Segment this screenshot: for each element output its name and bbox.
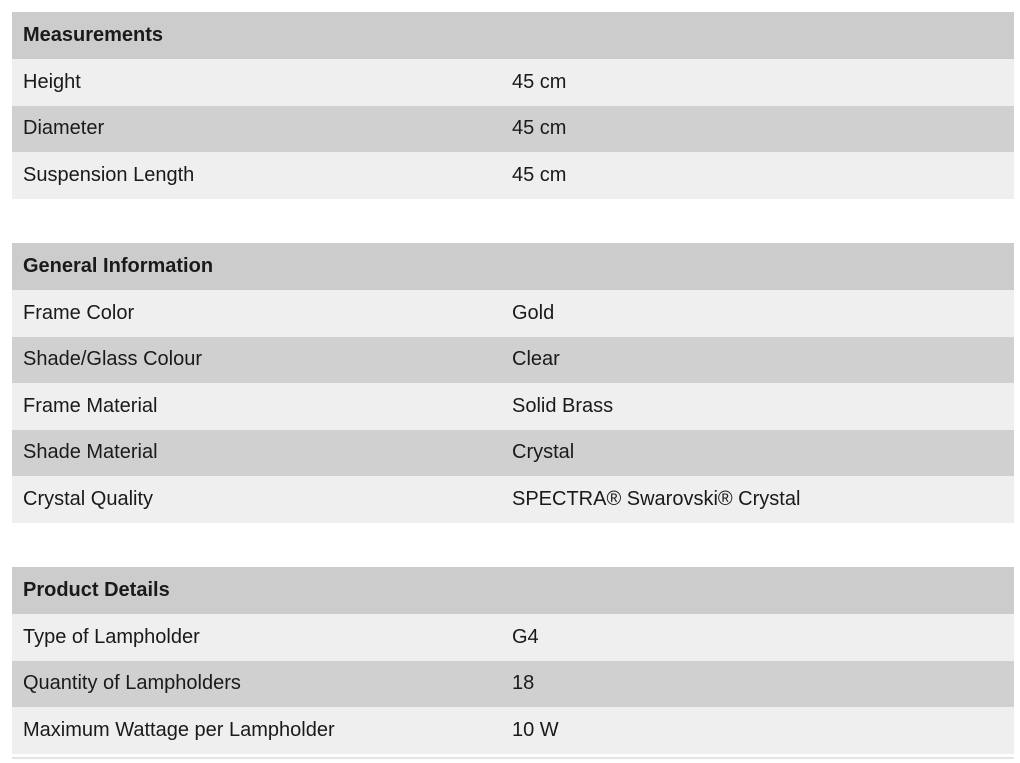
table-row: [12, 476, 1014, 523]
row-label: Height: [23, 70, 81, 93]
bottom-divider: [12, 757, 1014, 759]
row-value: Crystal: [512, 441, 575, 464]
row-label: Quantity of Lampholders: [23, 672, 241, 695]
row-label: Maximum Wattage per Lampholder: [23, 718, 335, 741]
row-label: Shade Material: [23, 441, 158, 464]
row-value: 45 cm: [512, 70, 567, 93]
table-row: [12, 383, 1014, 430]
row-label: Frame Color: [23, 301, 135, 324]
row-value: 18: [512, 672, 535, 695]
row-value: SPECTRA® Swarovski® Crystal: [512, 487, 801, 510]
row-label: Diameter: [23, 117, 105, 140]
table-row: [12, 59, 1014, 106]
general-information-table: [12, 243, 1014, 523]
row-value: Gold: [512, 301, 555, 324]
table-row: [12, 707, 1014, 754]
table-row: [12, 337, 1014, 384]
row-value: Solid Brass: [512, 394, 614, 417]
row-value: 10 W: [512, 718, 559, 741]
row-label: Suspension Length: [23, 163, 195, 186]
row-value: G4: [512, 625, 539, 648]
row-value: 45 cm: [512, 117, 567, 140]
table-row: [12, 614, 1014, 661]
table-row: [12, 152, 1014, 199]
product-details-table: [12, 567, 1014, 754]
section-header: General Information: [12, 243, 1014, 290]
table-row: [12, 290, 1014, 337]
row-label: Crystal Quality: [23, 487, 154, 510]
measurements-table: [12, 12, 1014, 199]
table-row: [12, 430, 1014, 477]
section-header: Measurements: [12, 12, 1014, 59]
row-label: Shade/Glass Colour: [23, 348, 202, 371]
row-label: Type of Lampholder: [23, 625, 200, 648]
row-value: 45 cm: [512, 163, 567, 186]
row-value: Clear: [512, 348, 560, 371]
table-row: [12, 661, 1014, 708]
row-label: Frame Material: [23, 394, 158, 417]
table-row: [12, 106, 1014, 153]
section-header: Product Details: [12, 567, 1014, 614]
